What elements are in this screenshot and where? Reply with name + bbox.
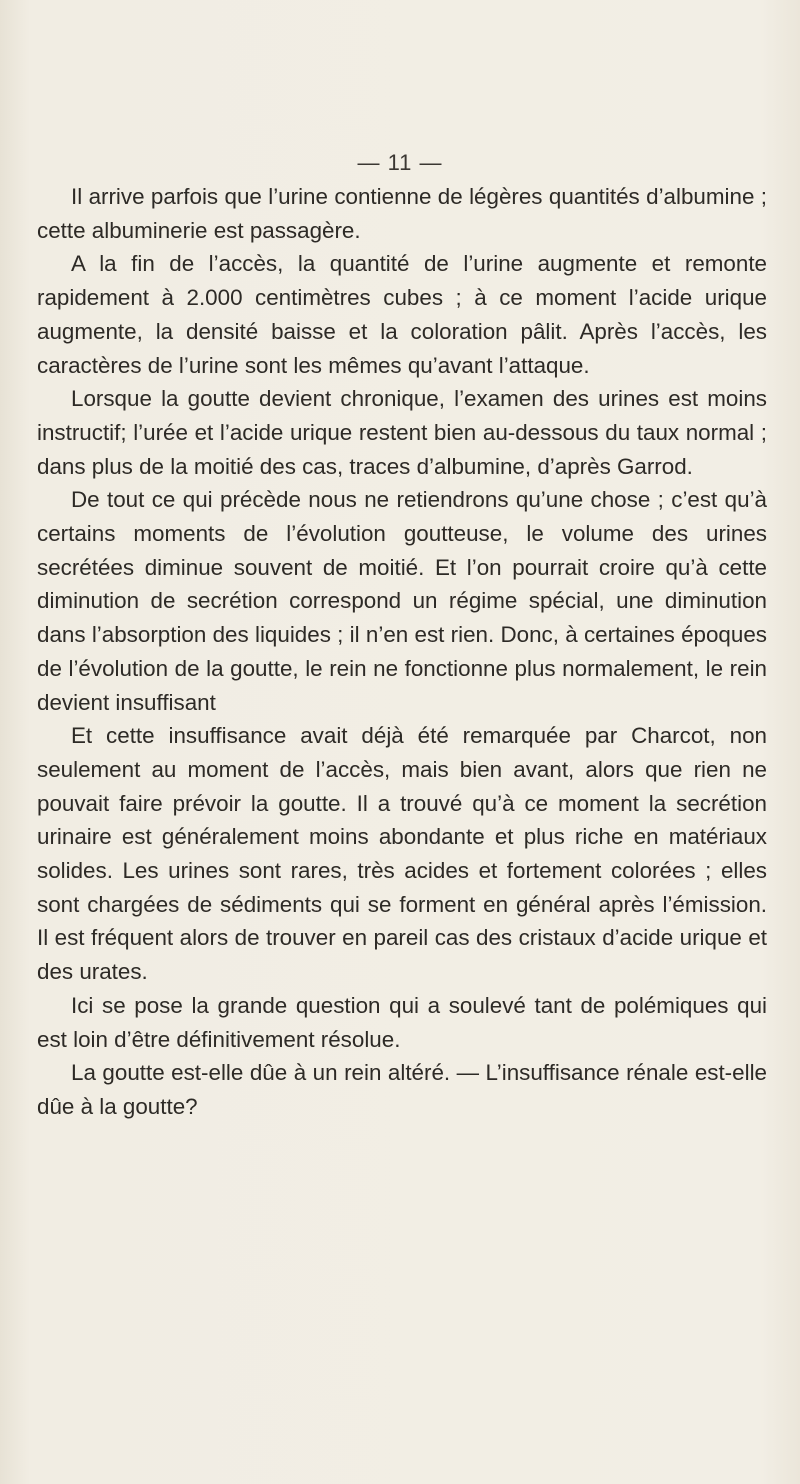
- paragraph-5: Et cette insuffisance avait déjà été remarquée par Charcot, non seulement au moment de l’accès, mais bien avant, alors que rien ne pouvait faire prévoir la goutte. Il a trouvé qu’à ce moment la secrétion urinaire est généralement moins abondante et plus riche en matériaux solides. Les urines sont rares, très acides et fortement colorées ; elles sont chargées de sédiments qui se forment en général après l’émission. Il est fréquent alors de trouver en pareil cas des cristaux d’acide urique et des urates.: [37, 723, 767, 985]
- paragraph-2: A la fin de l’accès, la quantité de l’urine augmente et remonte rapidement à 2.000 centimètres cubes ; à ce moment l’acide urique augmente, la densité baisse et la coloration pâlit. Après l’accès, les caractères de l’urine sont les mêmes qu’avant l’attaque.: [37, 251, 767, 378]
- paragraph-3: Lorsque la goutte devient chronique, l’examen des urines est moins instructif; l’urée et l’acide urique restent bien au-dessous du taux normal ; dans plus de la moitié des cas, traces d’albumine, d’après Garrod.: [37, 386, 767, 479]
- paragraph-7: La goutte est-elle dûe à un rein altéré. — L’insuffisance rénale est-elle dûe à la goutte?: [37, 1060, 767, 1119]
- page-number: — 11 —: [357, 150, 443, 175]
- body-text: [37, 180, 767, 1124]
- paragraph-6: Ici se pose la grande question qui a soulevé tant de polémiques qui est loin d’être définitivement résolue.: [37, 992, 767, 1052]
- paragraph-4: De tout ce qui précède nous ne retiendrons qu’une chose ; c’est qu’à certains moments de l’évolution goutteuse, le volume des urines secrétées diminue souvent de moitié. Et l’on pourrait croire qu’à cette diminution de secrétion correspond un régime spécial, une diminution dans l’absorption des liquides ; il n’en est rien. Donc, à certaines époques de l’évolution de la goutte, le rein ne fonctionne plus normalement, le rein devient insuffisant: [37, 487, 767, 715]
- paragraph-1: Il arrive parfois que l’urine contienne de légères quantités d’albumine ; cette albuminerie est passagère.: [37, 184, 767, 243]
